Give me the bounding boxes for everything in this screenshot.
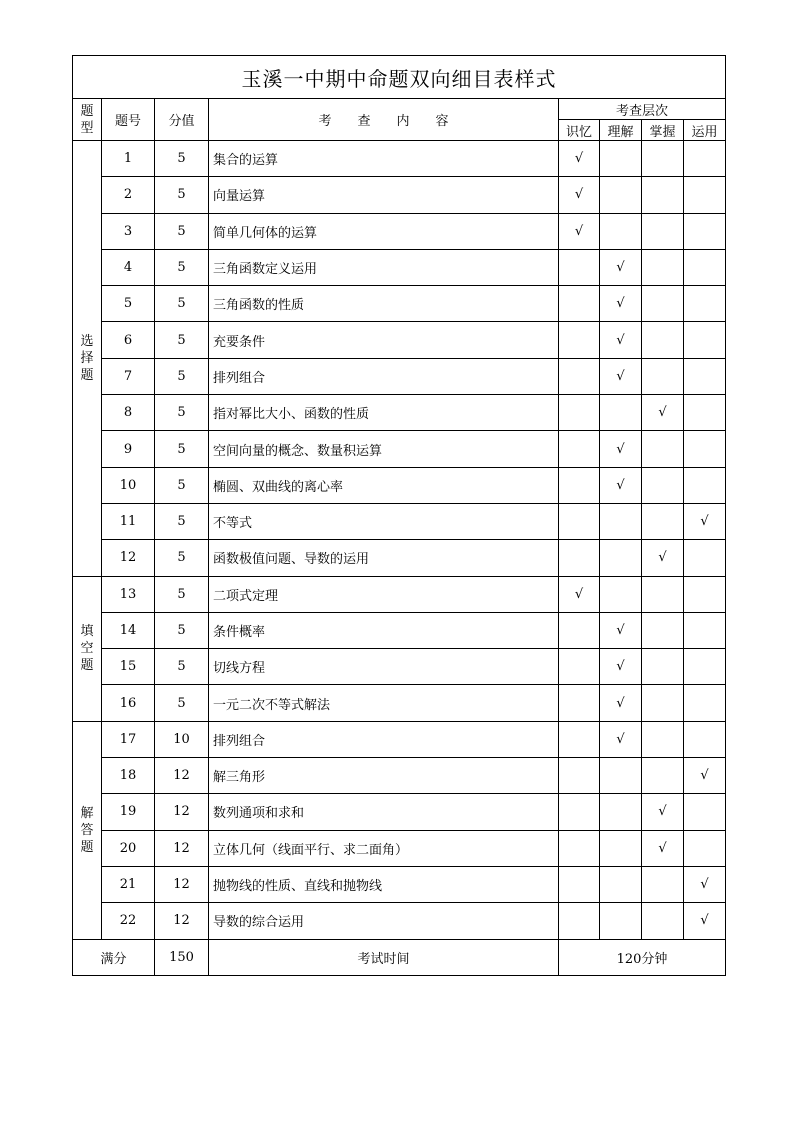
check-mark: √	[684, 503, 726, 539]
level-cell	[684, 395, 726, 431]
level-cell	[559, 758, 600, 794]
table-row	[73, 721, 726, 757]
level-cell	[642, 503, 684, 539]
level-cell	[684, 322, 726, 358]
table-row	[73, 649, 726, 685]
table-row	[73, 358, 726, 394]
table-row	[73, 903, 726, 939]
level-cell	[684, 830, 726, 866]
level-cell	[684, 612, 726, 648]
item-score: 5	[155, 685, 209, 721]
item-score: 5	[155, 322, 209, 358]
level-cell	[642, 177, 684, 213]
table-row	[73, 758, 726, 794]
section-label	[73, 576, 102, 721]
check-mark: √	[559, 177, 600, 213]
level-cell	[559, 503, 600, 539]
check-mark: √	[642, 395, 684, 431]
section-label-char: 填	[80, 624, 94, 640]
level-cell	[600, 758, 642, 794]
item-content: 指对幂比大小、函数的性质	[209, 395, 559, 431]
level-cell	[684, 286, 726, 322]
item-score: 5	[155, 649, 209, 685]
item-score: 5	[155, 395, 209, 431]
item-number: 12	[102, 540, 155, 576]
item-score: 5	[155, 213, 209, 249]
level-cell	[600, 540, 642, 576]
level-cell	[642, 467, 684, 503]
level-cell	[559, 866, 600, 902]
check-mark: √	[642, 830, 684, 866]
item-content: 排列组合	[209, 358, 559, 394]
item-number: 8	[102, 395, 155, 431]
table-row	[73, 213, 726, 249]
table-row	[73, 540, 726, 576]
item-score: 5	[155, 358, 209, 394]
level-cell	[600, 903, 642, 939]
table-row	[73, 830, 726, 866]
table-row	[73, 612, 726, 648]
item-content: 三角函数定义运用	[209, 249, 559, 285]
item-number: 2	[102, 177, 155, 213]
exam-time-label: 考试时间	[209, 939, 559, 975]
item-number: 16	[102, 685, 155, 721]
item-number: 7	[102, 358, 155, 394]
item-content: 立体几何（线面平行、求二面角）	[209, 830, 559, 866]
level-cell	[642, 649, 684, 685]
table-row	[73, 503, 726, 539]
item-score: 5	[155, 540, 209, 576]
section-label-char: 答	[80, 822, 94, 838]
level-cell	[684, 576, 726, 612]
item-score: 5	[155, 286, 209, 322]
check-mark: √	[600, 685, 642, 721]
header-level-understand: 理解	[600, 120, 642, 141]
table-row	[73, 794, 726, 830]
level-cell	[642, 249, 684, 285]
item-content: 二项式定理	[209, 576, 559, 612]
table-row	[73, 685, 726, 721]
level-cell	[642, 685, 684, 721]
level-cell	[684, 540, 726, 576]
level-cell	[559, 395, 600, 431]
table-row	[73, 576, 726, 612]
item-content: 三角函数的性质	[209, 286, 559, 322]
level-cell	[684, 721, 726, 757]
header-level-apply: 运用	[684, 120, 726, 141]
item-content: 切线方程	[209, 649, 559, 685]
item-score: 5	[155, 612, 209, 648]
header-type	[73, 99, 102, 141]
table-row	[73, 395, 726, 431]
item-score: 12	[155, 758, 209, 794]
level-cell	[600, 830, 642, 866]
item-number: 1	[102, 141, 155, 177]
item-number: 19	[102, 794, 155, 830]
level-cell	[600, 794, 642, 830]
table-row	[73, 249, 726, 285]
level-cell	[600, 503, 642, 539]
level-cell	[642, 866, 684, 902]
item-content: 排列组合	[209, 721, 559, 757]
level-cell	[559, 358, 600, 394]
item-number: 6	[102, 322, 155, 358]
header-score: 分值	[155, 99, 209, 141]
level-cell	[642, 576, 684, 612]
item-number: 14	[102, 612, 155, 648]
level-cell	[559, 649, 600, 685]
level-cell	[642, 721, 684, 757]
level-cell	[559, 467, 600, 503]
item-content: 数列通项和求和	[209, 794, 559, 830]
section-label-char: 题	[80, 658, 94, 674]
check-mark: √	[684, 866, 726, 902]
header-content: 考查内容	[209, 99, 559, 141]
section-label-char: 择	[80, 350, 94, 366]
level-cell	[684, 649, 726, 685]
level-cell	[642, 322, 684, 358]
level-cell	[684, 177, 726, 213]
item-number: 5	[102, 286, 155, 322]
item-content: 简单几何体的运算	[209, 213, 559, 249]
check-mark: √	[600, 721, 642, 757]
table-row	[73, 431, 726, 467]
item-number: 22	[102, 903, 155, 939]
header-level-master: 掌握	[642, 120, 684, 141]
full-score-value: 150	[155, 939, 209, 975]
section-label-char: 选	[80, 333, 94, 349]
level-cell	[559, 830, 600, 866]
level-cell	[559, 903, 600, 939]
item-score: 5	[155, 249, 209, 285]
table-row	[73, 322, 726, 358]
item-content: 解三角形	[209, 758, 559, 794]
item-number: 3	[102, 213, 155, 249]
item-number: 10	[102, 467, 155, 503]
check-mark: √	[559, 141, 600, 177]
level-cell	[600, 141, 642, 177]
level-cell	[559, 685, 600, 721]
exam-time-value: 120分钟	[559, 939, 726, 975]
check-mark: √	[600, 322, 642, 358]
level-cell	[559, 249, 600, 285]
level-cell	[684, 685, 726, 721]
level-cell	[559, 612, 600, 648]
level-cell	[559, 721, 600, 757]
item-number: 21	[102, 866, 155, 902]
item-content: 充要条件	[209, 322, 559, 358]
level-cell	[684, 249, 726, 285]
check-mark: √	[600, 649, 642, 685]
check-mark: √	[600, 286, 642, 322]
section-label-char: 题	[80, 367, 94, 383]
item-score: 12	[155, 866, 209, 902]
level-cell	[600, 213, 642, 249]
section-label	[73, 721, 102, 939]
header-type-top: 题	[80, 103, 94, 119]
item-number: 18	[102, 758, 155, 794]
item-content: 条件概率	[209, 612, 559, 648]
check-mark: √	[600, 249, 642, 285]
check-mark: √	[642, 540, 684, 576]
full-score-label: 满分	[73, 939, 155, 975]
item-number: 15	[102, 649, 155, 685]
header-level-group: 考查层次	[559, 99, 726, 120]
check-mark: √	[559, 213, 600, 249]
level-cell	[559, 322, 600, 358]
header-number: 题号	[102, 99, 155, 141]
item-number: 9	[102, 431, 155, 467]
check-mark: √	[600, 612, 642, 648]
table-row	[73, 866, 726, 902]
level-cell	[684, 794, 726, 830]
level-cell	[600, 576, 642, 612]
item-score: 12	[155, 830, 209, 866]
section-label	[73, 141, 102, 577]
level-cell	[684, 358, 726, 394]
item-number: 20	[102, 830, 155, 866]
item-content: 空间向量的概念、数量积运算	[209, 431, 559, 467]
item-score: 5	[155, 576, 209, 612]
item-score: 5	[155, 177, 209, 213]
check-mark: √	[559, 576, 600, 612]
item-score: 5	[155, 431, 209, 467]
level-cell	[559, 794, 600, 830]
item-content: 函数极值问题、导数的运用	[209, 540, 559, 576]
header-level-recall: 识忆	[559, 120, 600, 141]
item-score: 5	[155, 503, 209, 539]
item-content: 一元二次不等式解法	[209, 685, 559, 721]
check-mark: √	[600, 358, 642, 394]
item-score: 12	[155, 903, 209, 939]
level-cell	[642, 903, 684, 939]
section-label-char: 题	[80, 839, 94, 855]
table-row	[73, 467, 726, 503]
level-cell	[642, 758, 684, 794]
item-score: 5	[155, 467, 209, 503]
header-type-bottom: 型	[80, 120, 94, 136]
level-cell	[684, 213, 726, 249]
level-cell	[642, 612, 684, 648]
check-mark: √	[684, 758, 726, 794]
level-cell	[559, 540, 600, 576]
level-cell	[684, 141, 726, 177]
level-cell	[642, 358, 684, 394]
level-cell	[684, 431, 726, 467]
page-title: 玉溪一中期中命题双向细目表样式	[73, 56, 726, 99]
item-content: 向量运算	[209, 177, 559, 213]
item-score: 5	[155, 141, 209, 177]
check-mark: √	[600, 431, 642, 467]
level-cell	[642, 286, 684, 322]
table-row	[73, 286, 726, 322]
level-cell	[642, 141, 684, 177]
level-cell	[642, 431, 684, 467]
item-number: 17	[102, 721, 155, 757]
section-label-char: 解	[80, 805, 94, 821]
item-content: 不等式	[209, 503, 559, 539]
item-score: 12	[155, 794, 209, 830]
item-content: 导数的综合运用	[209, 903, 559, 939]
item-content: 集合的运算	[209, 141, 559, 177]
check-mark: √	[600, 467, 642, 503]
level-cell	[600, 177, 642, 213]
item-score: 10	[155, 721, 209, 757]
level-cell	[600, 395, 642, 431]
table-row	[73, 177, 726, 213]
item-number: 4	[102, 249, 155, 285]
spec-table	[72, 55, 726, 976]
check-mark: √	[684, 903, 726, 939]
item-number: 11	[102, 503, 155, 539]
check-mark: √	[642, 794, 684, 830]
level-cell	[559, 431, 600, 467]
level-cell	[684, 467, 726, 503]
item-number: 13	[102, 576, 155, 612]
level-cell	[642, 213, 684, 249]
level-cell	[600, 866, 642, 902]
footer-row	[73, 939, 726, 975]
item-content: 椭圆、双曲线的离心率	[209, 467, 559, 503]
table-row	[73, 141, 726, 177]
level-cell	[559, 286, 600, 322]
section-label-char: 空	[80, 641, 94, 657]
item-content: 抛物线的性质、直线和抛物线	[209, 866, 559, 902]
